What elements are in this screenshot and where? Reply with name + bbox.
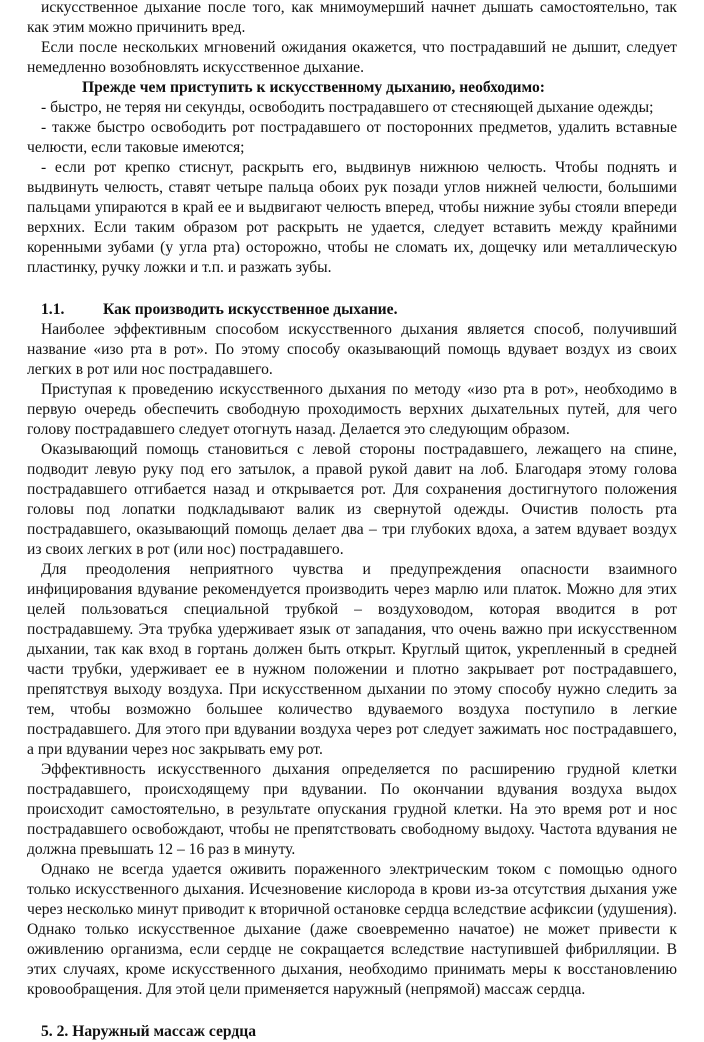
- list-item: - если рот крепко стиснут, раскрыть его, выдвинув нижнюю челюсть. Чтобы поднять и выдвинуть челюсть, ставят четыре пальца обоих рук позади углов нижней челюсти, большими пальцами упираются в край ее и выдвигают челюсть вперед, чтобы нижние зубы стояли впереди верхних. Если таким образом рот раскрыть не удается, следует вставить между крайними коренными зубами (у угла рта) осторожно, чтобы не сломать их, дощечку или металлическую пластинку, ручку ложки и т.п. и разжать зубы.: [27, 159, 677, 276]
- paragraph: Эффективность искусственного дыхания определяется по расширению грудной клетки пострадавшего, происходящему при вдувании. По окончании вдувания воздуха выдох происходит самостоятельно, в результате опускания грудной клетки. На это время рот и нос пострадавшего освобождают, чтобы не препятствовать свободному выдоху. Частота вдувания не должна превышать 12 – 16 раз в минуту.: [27, 761, 677, 858]
- spacer: [27, 278, 677, 300]
- paragraph: Для преодоления неприятного чувства и предупреждения опасности взаимного инфицирования вдувание рекомендуется производить через марлю или платок. Можно для этих целей пользоваться специальной трубкой – воздуховодом, которая вводится в рот пострадавшему. Эта трубка удерживает язык от западания, что очень важно при искусственном дыхании, так как вход в гортань должен быть открыт. Круглый щиток, укрепленный в средней части трубки, удерживает ее в нужном положении и плотно закрывает рот пострадавшего, препятствуя выходу воздуха. При искусственном дыхании по этому способу нужно следить за тем, чтобы возможно большее количество вдуваемого воздуха поступило в легкие пострадавшего. Для этого при вдувании воздуха через рот следует зажимать нос пострадавшего, а при вдувании через нос закрывать ему рот.: [27, 561, 677, 758]
- paragraph: Однако не всегда удается оживить пораженного электрическим током с помощью одного только искусственного дыхания. Исчезновение кислорода в крови из-за отсутствия дыхания уже через несколько минут приводит к вторичной остановке сердца вследствие асфиксии (удушения). Однако только искусственное дыхание (даже своевременно начатое) не может привести к оживлению организма, если сердце не сокращается вследствие наступившей фибрилляции. В этих случаях, кроме искусственного дыхания, необходимо принимать меры к восстановлению кровообращения. Для этой цели применяется наружный (непрямой) массаж сердца.: [27, 861, 677, 998]
- section-number: 1.1.: [41, 301, 65, 318]
- list-item: - быстро, не теряя ни секунды, освободить пострадавшего от стесняющей дыхание одежды;: [41, 99, 654, 116]
- paragraph: Оказывающий помощь становиться с левой стороны пострадавшего, лежащего на спине, подводит левую руку под его затылок, а правой рукой давит на лоб. Благодаря этому голова пострадавшего отгибается назад и открывается рот. Для сохранения достигнутого положения головы под лопатки подкладывают валик из свернутой одежды. Очистив полость рта пострадавшего, оказывающий помощь делает два – три глубоких вдоха, а затем вдувает воздух из своих легких в рот (или нос) пострадавшего.: [27, 441, 677, 558]
- paragraph: Приступая к проведению искусственного дыхания по методу «изо рта в рот», необходимо в первую очередь обеспечить свободную проходимость верхних дыхательных путей, для чего голову пострадавшего следует отогнуть назад. Делается это следующим образом.: [27, 381, 677, 438]
- section-title: Как производить искусственное дыхание.: [103, 301, 398, 318]
- section-heading: [27, 300, 677, 320]
- section-heading: 5. 2. Наружный массаж сердца: [41, 1023, 257, 1040]
- spacer: [27, 1000, 677, 1022]
- paragraph: Если после нескольких мгновений ожидания окажется, что пострадавший не дышит, следует немедленно возобновлять искусственное дыхание.: [27, 39, 677, 76]
- paragraph: искусственное дыхание после того, как мнимоумерший начнет дышать самостоятельно, так как этим можно причинить вред.: [27, 0, 677, 36]
- prep-heading: Прежде чем приступить к искусственному дыханию, необходимо:: [82, 79, 545, 96]
- list-item: - также быстро освободить рот пострадавшего от посторонних предметов, удалить вставные челюсти, если таковые имеются;: [27, 119, 677, 156]
- paragraph: Наиболее эффективным способом искусственного дыхания является способ, получивший название «изо рта в рот». По этому способу оказывающий помощь вдувает воздух из своих легких в рот или нос пострадавшего.: [27, 321, 677, 378]
